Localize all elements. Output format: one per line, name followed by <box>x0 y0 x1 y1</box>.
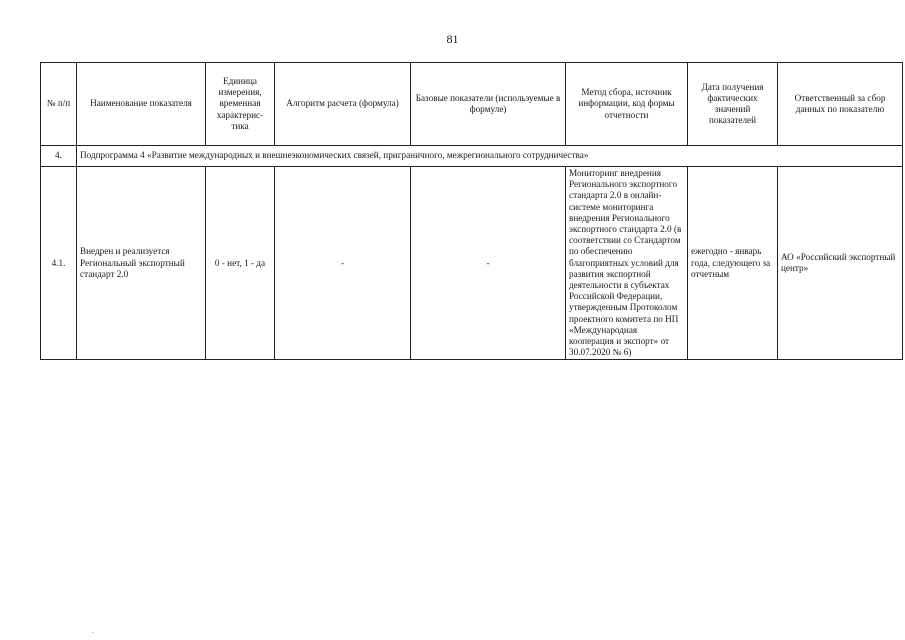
header-row <box>41 63 903 146</box>
table-row <box>41 167 903 360</box>
header-base-indicators: Базовые показатели (используемые в формуле) <box>411 63 566 146</box>
row-name: Внедрен и реализуется Региональный экспортный стандарт 2.0 <box>77 167 206 360</box>
indicators-table <box>40 62 903 360</box>
header-date: Дата получения фактических значений показателей <box>688 63 778 146</box>
header-name: Наименование показателя <box>77 63 206 146</box>
row-base-indicators: - <box>411 167 566 360</box>
header-algorithm: Алгоритм расчета (формула) <box>275 63 411 146</box>
row-method: Мониторинг внедрения Регионального экспортного стандарта 2.0 в онлайн-системе мониторинга внедрения Регионального экспортного стандарта 2.0 (в соответствии со Стандартом по обеспечению благоприятных условий для развития экспортной деятельности в субъектах Российской Федерации, утвержденным Протоколом проектного комитета по НП «Международная кооперация и экспорт» от 30.07.2020 № 6) <box>566 167 688 360</box>
subprogram-num: 4. <box>41 146 77 167</box>
header-num: № п/п <box>41 63 77 146</box>
header-responsible: Ответственный за сбор данных по показателю <box>778 63 903 146</box>
header-unit: Единица измерения, временная характерис-тика <box>206 63 275 146</box>
row-algorithm: - <box>275 167 411 360</box>
subprogram-title: Подпрограмма 4 «Развитие международных и внешнеэкономических связей, приграничного, межрегионального сотрудничества» <box>77 146 903 167</box>
row-responsible: АО «Российский экспортный центр» <box>778 167 903 360</box>
page-number: 81 <box>446 32 459 46</box>
scan-speck <box>92 632 94 633</box>
row-date: ежегодно - январь года, следующего за отчетным <box>688 167 778 360</box>
row-num: 4.1. <box>41 167 77 360</box>
subprogram-row <box>41 146 903 167</box>
row-unit: 0 - нет, 1 - да <box>206 167 275 360</box>
header-method: Метод сбора, источник информации, код формы отчетности <box>566 63 688 146</box>
